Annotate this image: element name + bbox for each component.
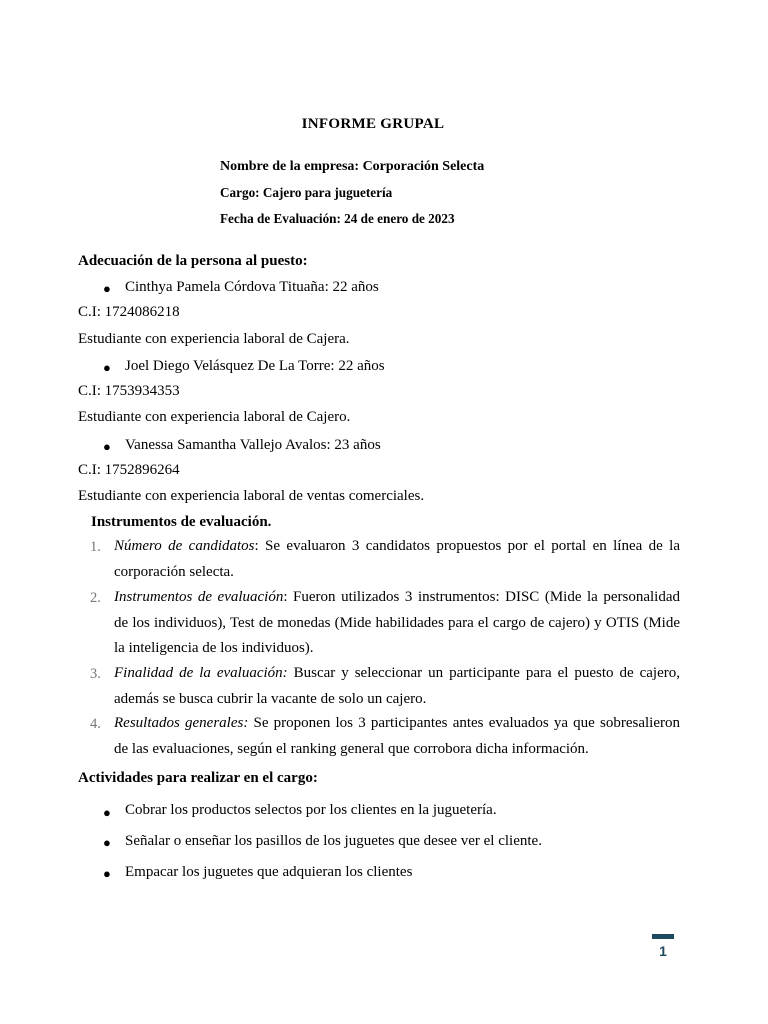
item-label: Finalidad de la evaluación: <box>114 665 288 681</box>
list-number: 3. <box>90 666 101 682</box>
candidate-ci: C.I: 1752896264 <box>78 462 180 478</box>
adequacy-heading: Adecuación de la persona al puesto: <box>78 253 308 269</box>
item-text: la inteligencia de los individuos). <box>114 640 314 656</box>
activity-item: Empacar los juguetes que adquieran los clientes <box>125 864 413 880</box>
candidate-ci: C.I: 1724086218 <box>78 304 180 320</box>
candidate-ci: C.I: 1753934353 <box>78 383 180 399</box>
job-position: Cargo: Cajero para juguetería <box>220 185 393 200</box>
item-text: Buscar y seleccionar un participante para el puesto de cajero, <box>287 665 680 681</box>
candidate-description: Estudiante con experiencia laboral de Cajera. <box>78 331 350 347</box>
item-label: Resultados generales: <box>114 715 249 731</box>
list-number: 1. <box>90 539 101 555</box>
bullet-icon: ● <box>103 360 111 375</box>
bullet-icon: ● <box>103 805 111 820</box>
bullet-icon: ● <box>103 439 111 454</box>
bullet-icon: ● <box>103 835 111 850</box>
item-text: Se proponen los 3 participantes antes evaluados ya que sobresalieron <box>248 715 680 731</box>
candidate-name: Vanessa Samantha Vallejo Avalos: 23 años <box>125 437 381 453</box>
page-number: 1 <box>659 943 667 959</box>
evaluation-date: Fecha de Evaluación: 24 de enero de 2023 <box>220 211 455 226</box>
candidate-description: Estudiante con experiencia laboral de Cajero. <box>78 409 351 425</box>
candidate-name: Cinthya Pamela Córdova Tituaña: 22 años <box>125 279 379 295</box>
item-text: Se evaluaron 3 candidatos propuestos por el portal en línea de la <box>258 538 680 554</box>
candidate-description: Estudiante con experiencia laboral de ventas comerciales. <box>78 488 425 504</box>
item-text: corporación selecta. <box>114 563 234 580</box>
list-item <box>114 711 680 762</box>
company-name: Nombre de la empresa: Corporación Selecta <box>220 159 485 174</box>
item-label: Número de candidatos <box>114 538 255 554</box>
item-text: de los individuos), Test de monedas (Mide habilidades para el cargo de cajero) y OTIS (Mide <box>114 614 680 631</box>
item-text: además se busca cubrir la vacante de solo un cajero. <box>114 690 427 707</box>
activity-item: Señalar o enseñar los pasillos de los juguetes que desee ver el cliente. <box>125 833 542 849</box>
item-label: Instrumentos de evaluación <box>114 589 284 605</box>
item-text: Fueron utilizados 3 instrumentos: DISC (Mide la personalidad <box>287 589 680 605</box>
page-number-accent <box>652 934 674 939</box>
activities-heading: Actividades para realizar en el cargo: <box>78 770 318 786</box>
activity-item: Cobrar los productos selectos por los clientes en la juguetería. <box>125 802 497 818</box>
item-text: de las evaluaciones, según el ranking general que corrobora dicha información. <box>114 740 589 757</box>
item-sep: : <box>283 589 288 605</box>
instruments-heading: Instrumentos de evaluación. <box>91 514 272 530</box>
bullet-icon: ● <box>103 866 111 881</box>
report-title: INFORME GRUPAL <box>301 116 445 132</box>
candidate-name: Joel Diego Velásquez De La Torre: 22 años <box>125 358 385 374</box>
bullet-icon: ● <box>103 281 111 296</box>
list-item <box>114 585 680 662</box>
list-number: 2. <box>90 590 101 606</box>
list-item <box>114 661 680 712</box>
item-sep: : <box>254 538 259 554</box>
list-number: 4. <box>90 716 101 732</box>
list-item <box>114 534 680 585</box>
